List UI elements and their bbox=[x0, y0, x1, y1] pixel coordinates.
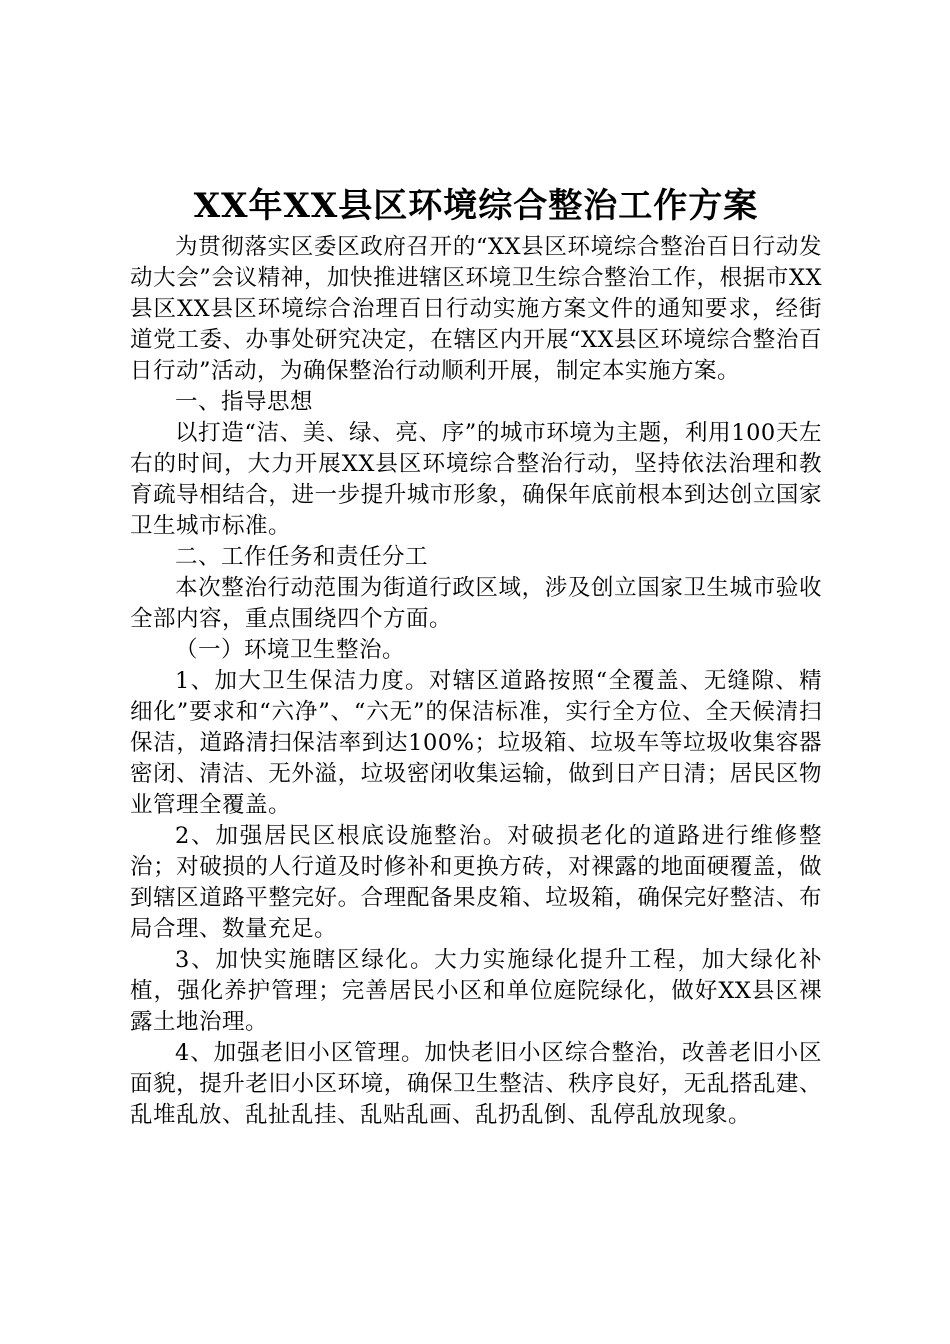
document-page bbox=[130, 180, 822, 1131]
intro-paragraph: 为贯彻落实区委区政府召开的“XX县区环境综合整治百日行动发动大会”会议精神，加快推进辖区环境卫生综合整治工作，根据市XX县区XX县区环境综合治理百日行动实施方案文件的通知要求，经街道党工委、办事处研究决定，在辖区内开展“XX县区环境综合整治百日行动”活动，为确保整治行动顺利开展，制定本实施方案。 bbox=[130, 234, 822, 384]
item-paragraph-2: 2、加强居民区根底设施整治。对破损老化的道路进行维修整治；对破损的人行道及时修补和更换方砖，对裸露的地面硬覆盖，做到辖区道路平整完好。合理配备果皮箱、垃圾箱，确保完好整洁、布局合理、数量充足。 bbox=[130, 823, 822, 942]
section-heading-tasks: 二、工作任务和责任分工 bbox=[175, 544, 429, 570]
subsection-heading-sanitation: （一）环境卫生整治。 bbox=[175, 637, 406, 663]
item-paragraph-1: 1、加大卫生保洁力度。对辖区道路按照“全覆盖、无缝隙、精细化”要求和“六净”、“六无”的保洁标准，实行全方位、全天候清扫保洁，道路清扫保洁率到达100%；垃圾箱、垃圾车等垃圾收集容器密闭、清洁、无外溢，垃圾密闭收集运输，做到日产日清；居民区物业管理全覆盖。 bbox=[130, 668, 822, 818]
item-paragraph-3: 3、加快实施瞎区绿化。大力实施绿化提升工程，加大绿化补植，强化养护管理；完善居民小区和单位庭院绿化，做好XX县区裸露土地治理。 bbox=[130, 947, 822, 1035]
section-heading-guiding-ideology: 一、指导思想 bbox=[175, 389, 314, 415]
item-paragraph-4: 4、加强老旧小区管理。加快老旧小区综合整治，改善老旧小区面貌，提升老旧小区环境，确保卫生整洁、秩序良好，无乱搭乱建、乱堆乱放、乱扯乱挂、乱贴乱画、乱扔乱倒、乱停乱放现象。 bbox=[130, 1040, 822, 1128]
tasks-scope-paragraph: 本次整治行动范围为街道行政区域，涉及创立国家卫生城市验收全部内容，重点围绕四个方面。 bbox=[130, 575, 822, 632]
document-title: XX年XX县区环境综合整治工作方案 bbox=[193, 186, 759, 226]
guiding-ideology-paragraph: 以打造“洁、美、绿、亮、序”的城市环境为主题，利用100天左右的时间，大力开展XX县区环境综合整治行动，坚持依法治理和教育疏导相结合，进一步提升城市形象，确保年底前根本到达创立国家卫生城市标准。 bbox=[130, 420, 822, 539]
